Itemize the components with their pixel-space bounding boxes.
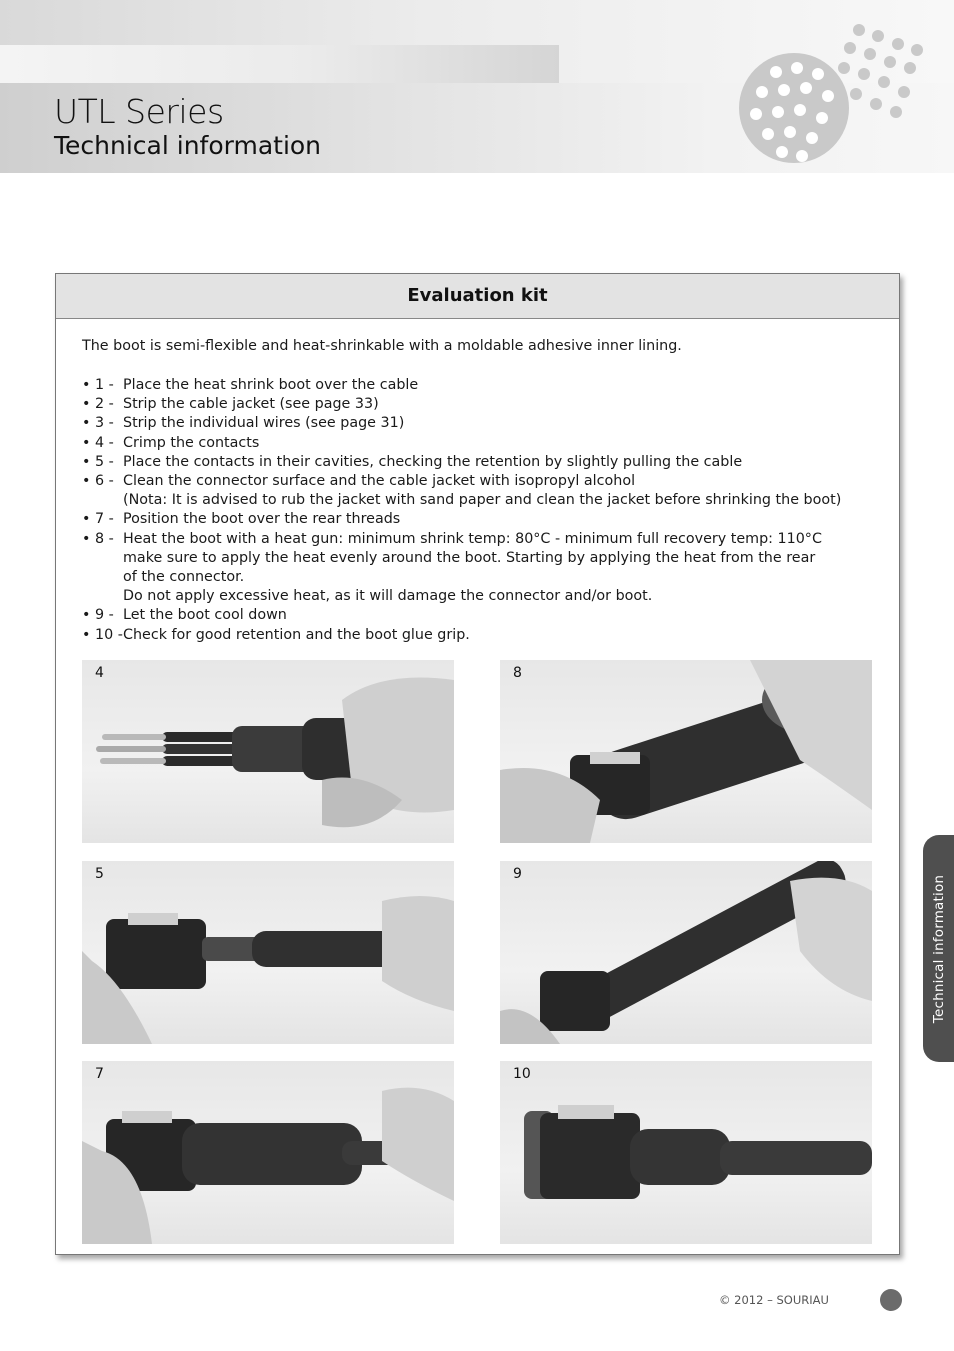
step-number: • 4 - [82, 434, 114, 451]
page-header [0, 0, 954, 173]
step-item [82, 626, 841, 645]
step-item [82, 414, 841, 433]
step-item [82, 453, 841, 472]
step-number: • 9 - [82, 607, 114, 624]
intro-text: The boot is semi-flexible and heat-shrinkable with a moldable adhesive inner lining. [82, 338, 682, 354]
step-text-continued: of the connector. [123, 569, 245, 586]
side-tab-technical-information [923, 835, 954, 1062]
step-number: • 8 - [82, 530, 114, 547]
step-item [82, 434, 841, 453]
steps-list [82, 376, 841, 645]
step-text: Position the boot over the rear threads [123, 511, 401, 528]
step-number: • 7 - [82, 511, 114, 528]
photo-label: 9 [513, 866, 522, 882]
step-item [82, 530, 841, 607]
step-item [82, 376, 841, 395]
header-band [0, 45, 559, 83]
step-number: • 5 - [82, 453, 114, 470]
step-item [82, 510, 841, 529]
step-item [82, 472, 841, 510]
photo-step-5 [82, 861, 454, 1044]
evaluation-kit-panel [55, 273, 900, 1255]
photo-step-4 [82, 660, 454, 843]
step-text: Crimp the contacts [123, 434, 260, 451]
step-text: Let the boot cool down [123, 607, 287, 624]
step-text: Place the contacts in their cavities, checking the retention by slightly pulling the cable [123, 453, 743, 470]
step-number: • 10 - [82, 626, 123, 643]
photo-step-8 [500, 660, 872, 843]
dotted-circle-logo-icon [736, 18, 936, 168]
step-item [82, 606, 841, 625]
page-marker-dot [880, 1289, 902, 1311]
photo-step-9 [500, 861, 872, 1044]
photo-label: 4 [95, 665, 104, 681]
step-number: • 3 - [82, 415, 114, 432]
photo-step-10 [500, 1061, 872, 1244]
step-text-continued: make sure to apply the heat evenly around the boot. Starting by applying the heat from the rear [123, 549, 816, 566]
footer-copyright: © 2012 – SOURIAU [719, 1293, 829, 1307]
step-text: Place the heat shrink boot over the cable [123, 377, 419, 393]
side-tab-label: Technical information [930, 874, 947, 1023]
panel-title: Evaluation kit [56, 274, 899, 319]
step-text: Strip the individual wires (see page 31) [123, 415, 405, 432]
step-text: Check for good retention and the boot glue grip. [123, 626, 470, 643]
step-text: Clean the connector surface and the cable jacket with isopropyl alcohol [123, 473, 636, 490]
step-item [82, 395, 841, 414]
photo-label: 10 [513, 1066, 531, 1082]
photo-label: 7 [95, 1066, 104, 1082]
step-number: • 6 - [82, 473, 114, 490]
step-text: Heat the boot with a heat gun: minimum shrink temp: 80°C - minimum full recovery temp: 110°C [123, 530, 822, 547]
step-text: Strip the cable jacket (see page 33) [123, 396, 379, 413]
step-number: • 2 - [82, 396, 114, 413]
step-number: • 1 - [82, 377, 114, 393]
photo-label: 5 [95, 866, 104, 882]
series-title: UTL Series [54, 92, 224, 131]
step-warning: Do not apply excessive heat, as it will damage the connector and/or boot. [123, 588, 653, 605]
photo-step-7 [82, 1061, 454, 1244]
step-note: (Nota: It is advised to rub the jacket with sand paper and clean the jacket before shrinking the boot) [123, 492, 842, 509]
series-subtitle: Technical information [54, 131, 322, 160]
photo-label: 8 [513, 665, 522, 681]
